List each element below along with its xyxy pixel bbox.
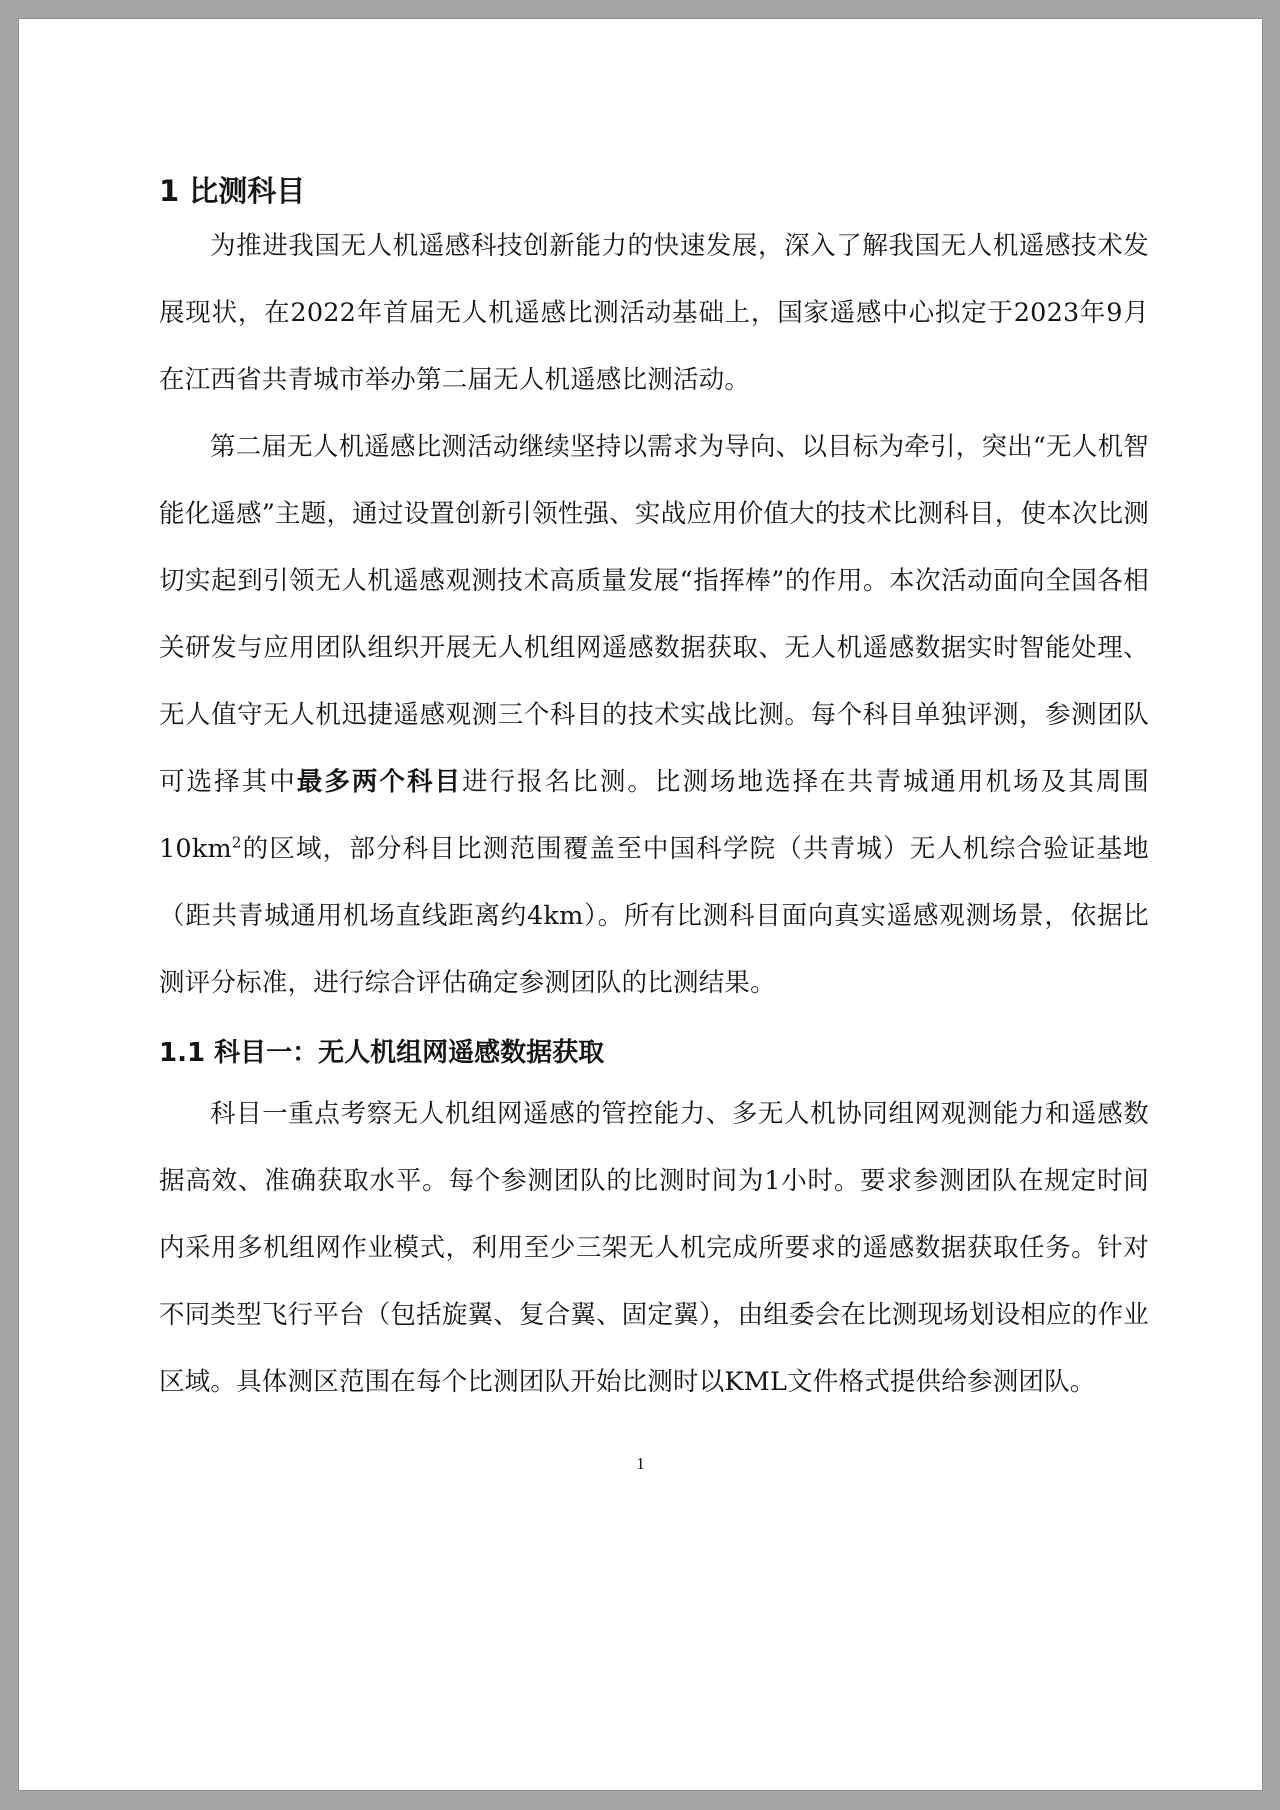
paragraph-text: 的区域，部分科目比测范围覆盖至中国科学院（共青城）无人机综合验证基地（距共青城通用机场直线距离约4km）。所有比测科目面向真实遥感观测场景，依据比测评分标准，进行综合评估确定参测团队的比测结果。 — [159, 834, 1149, 998]
section-paragraph-1: 为推进我国无人机遥感科技创新能力的快速发展，深入了解我国无人机遥感技术发展现状，在2022年首届无人机遥感比测活动基础上，国家遥感中心拟定于2023年9月在江西省共青城市举办第二届无人机遥感比测活动。 — [159, 231, 1149, 395]
document-page — [19, 19, 1262, 1790]
section-paragraph-2 — [159, 414, 1149, 1017]
section-heading: 1 比测科目 — [159, 174, 306, 208]
subsection-paragraph-1: 科目一重点考察无人机组网遥感的管控能力、多无人机协同组网观测能力和遥感数据高效、准确获取水平。每个参测团队的比测时间为1小时。要求参测团队在规定时间内采用多机组网作业模式，利用至少三架无人机完成所要求的遥感数据获取任务。针对不同类型飞行平台（包括旋翼、复合翼、固定翼），由组委会在比测现场划设相应的作业区域。具体测区范围在每个比测团队开始比测时以KML文件格式提供给参测团队。 — [159, 1099, 1149, 1397]
paragraph-text: 进行报名比测。比测场地选择在共青城通用机场及其周围10km — [159, 767, 1149, 864]
page-number: 1 — [636, 1454, 645, 1473]
bold-emphasis: 最多两个科目 — [296, 767, 463, 797]
paragraph-text: 第二届无人机遥感比测活动继续坚持以需求为导向、以目标为牵引，突出“无人机智能化遥感”主题，通过设置创新引领性强、实战应用价值大的技术比测科目，使本次比测切实起到引领无人机遥感观测技术高质量发展“指挥棒”的作用。本次活动面向全国各相关研发与应用团队组织开展无人机组网遥感数据获取、无人机遥感数据实时智能处理、无人值守无人机迅捷遥感观测三个科目的技术实战比测。每个科目单独评测，参测团队可选择其中 — [159, 432, 1149, 797]
superscript: 2 — [231, 833, 242, 852]
subsection-heading: 1.1 科目一：无人机组网遥感数据获取 — [159, 1038, 605, 1068]
page-content — [159, 169, 1149, 1416]
